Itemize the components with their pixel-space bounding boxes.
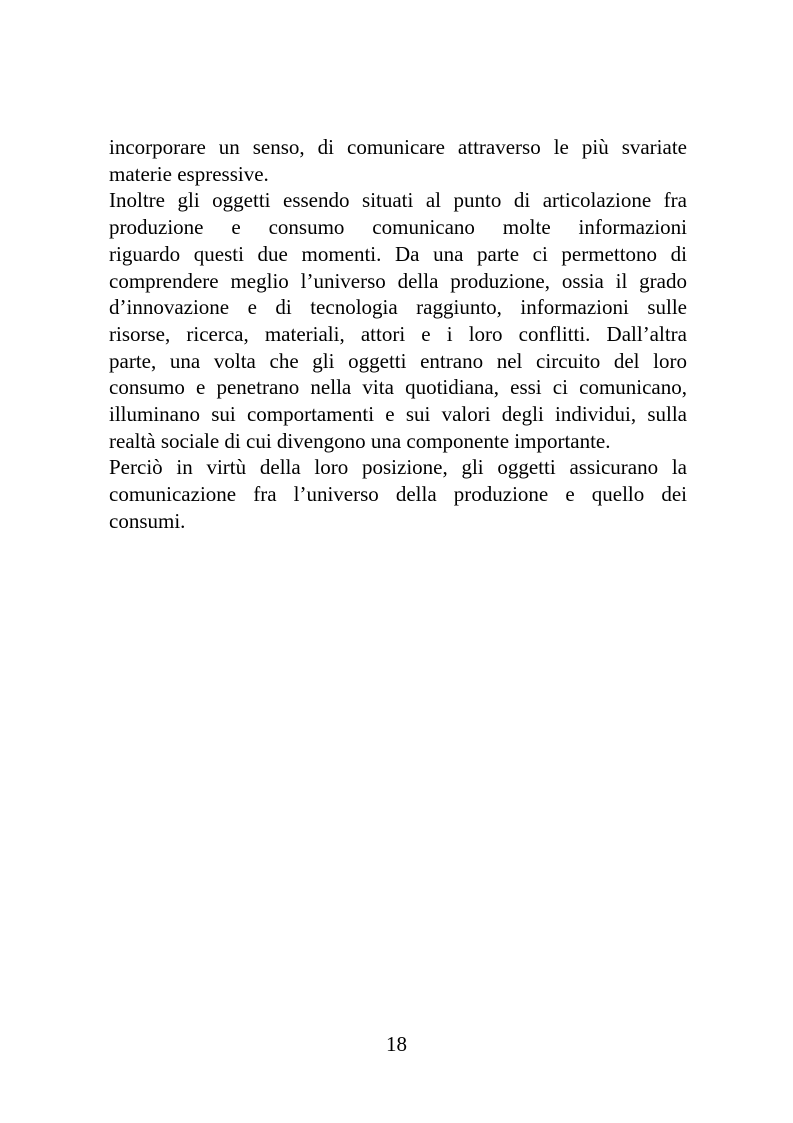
text-line: riguardo questi due momenti. Da una parte ci permettono di bbox=[109, 241, 687, 266]
text-line: d’innovazione e di tecnologia raggiunto, informazioni sulle bbox=[109, 295, 687, 320]
text-line: Inoltre gli oggetti essendo situati al punto di articolazione fra bbox=[109, 188, 687, 213]
text-line: Perciò in virtù della loro posizione, gli oggetti assicurano la bbox=[109, 455, 687, 480]
body-text bbox=[109, 134, 687, 535]
paragraph-1 bbox=[109, 134, 687, 187]
text-line: produzione e consumo comunicano molte informazioni bbox=[109, 215, 687, 240]
text-line: comunicazione fra l’universo della produzione e quello dei bbox=[109, 482, 687, 507]
text-line: incorporare un senso, di comunicare attraverso le più svariate bbox=[109, 135, 687, 159]
text-line: consumo e penetrano nella vita quotidiana, essi ci comunicano, bbox=[109, 375, 687, 400]
text-line: illuminano sui comportamenti e sui valori degli individui, sulla bbox=[109, 402, 687, 427]
text-line: consumi. bbox=[109, 508, 186, 533]
paragraph-3 bbox=[109, 454, 687, 534]
text-line: realtà sociale di cui divengono una componente importante. bbox=[109, 428, 611, 453]
text-line: risorse, ricerca, materiali, attori e i loro conflitti. Dall’altra bbox=[109, 321, 687, 346]
paragraph-2 bbox=[109, 187, 687, 454]
page-number: 18 bbox=[386, 1032, 407, 1056]
text-line: materie espressive. bbox=[109, 161, 269, 186]
text-line: parte, una volta che gli oggetti entrano nel circuito del loro bbox=[109, 348, 687, 373]
text-line: comprendere meglio l’universo della produzione, ossia il grado bbox=[109, 268, 687, 293]
